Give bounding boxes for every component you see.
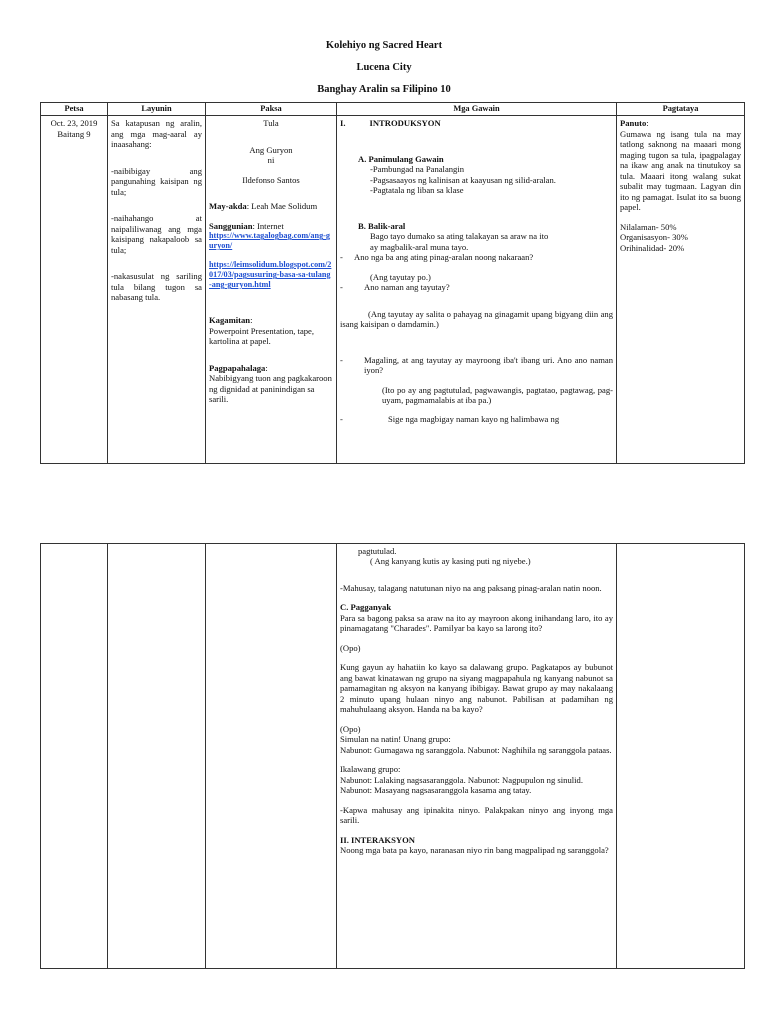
source-value: : Internet (252, 220, 284, 231)
instruction-text: Gumawa ng isang tula na may tatlong saknong na maaari mong maging tugon sa tula, ipagpalagay na ikaw ang anak na tinutukoy sa tula. Maaari itong walang sukat subalit may tugmaan. Lagyan din ito ng pamagat. Isulat ito sa buong papel. (620, 128, 741, 213)
mga-gawain-cell (337, 544, 617, 969)
activity-item: -Pambungad na Panalangin (370, 164, 465, 175)
column-header-pagtataya: Pagtataya (617, 103, 745, 116)
student-answer: ( Ang kanyang kutis ay kasing puti ng niyebe.) (370, 556, 531, 567)
document-header (0, 40, 768, 105)
section-title: INTRODUKSYON (369, 118, 441, 129)
author-value: : Leah Mae Solidum (246, 201, 318, 212)
section-interaksyon: II. INTERAKSYON (340, 834, 415, 845)
table-header-row (41, 103, 745, 116)
criteria-item: Nilalaman- 50% (620, 221, 677, 232)
values-label: Pagpapahalaga (209, 362, 266, 373)
mga-gawain-cell (337, 116, 617, 464)
reference-link-1[interactable]: https://www.tagalogbag.com/ang-guryon/ (209, 231, 330, 251)
materials-line: Kagamitan: (209, 315, 253, 326)
source-line (209, 221, 333, 231)
city-name: Lucena City (356, 61, 412, 73)
column-header-paksa: Paksa (206, 103, 337, 116)
subsection-pagganyak: C. Pagganyak (340, 602, 392, 613)
table-row (41, 116, 745, 464)
game-instructions: Kung gayun ay hahatiin ko kayo sa dalawang grupo. Pagkatapos ay bubunot ang bawat kinatawan ng grupo na siyang magpapahula ng kanyang nabunot sa pamamagitan ng aksyon na kanyang ibibigay. Bawat grupo ay may nakalaang 2 minuto upang hulaan ninyo ang nabunot. Pabilisan at padamihan ng mahuhulaang aksyon. Handa na ba kayo? (340, 662, 613, 715)
student-answer: (Ang tayutay ay salita o pahayag na ginagamit upang bigyang diin ang isang kaisipan o damdamin.) (340, 308, 613, 330)
subsection-balik-aral: B. Balik-aral (358, 220, 406, 231)
instruction-label: Panuto (620, 118, 647, 129)
topic-type: Tula (263, 118, 279, 129)
column-header-petsa: Petsa (41, 103, 108, 116)
teacher-question: - Ano nga ba ang ating pinag-aralan noong nakaraan? (340, 252, 534, 263)
objective-item: -naibibigay ang pangunahing kaisipan ng tula; (111, 165, 202, 197)
objective-item: -naihahango at naipaliliwanag ang mga kaisipang nakapaloob sa tula; (111, 213, 202, 255)
pagtataya-cell (617, 116, 745, 464)
lesson-date: Oct. 23, 2019 (50, 118, 98, 129)
section-number: I. (340, 118, 346, 129)
materials-value: Powerpoint Presentation, tape, kartolina at papel. (209, 325, 315, 347)
document-title: Banghay Aralin sa Filipino 10 (317, 83, 451, 95)
teacher-question: - Ano naman ang tayutay? (340, 282, 450, 293)
layunin-cell (108, 544, 206, 969)
petsa-cell (41, 116, 108, 464)
school-name: Kolehiyo ng Sacred Heart (325, 40, 443, 51)
group-one-intro: Simulan na natin! Unang grupo: (340, 734, 451, 745)
interaction-question: Noong mga bata pa kayo, naranasan niyo rin bang magpalipad ng saranggola? (340, 845, 609, 856)
source-label: Sanggunian (209, 220, 253, 231)
group-two-items: Nabunot: Masayang nagsasaranggola kasama ang tatay. (340, 785, 532, 796)
group-one-items: Nabunot: Gumagawa ng saranggola. Nabunot: Naghihila ng saranggola pataas. (340, 744, 612, 755)
poem-by: ni (267, 155, 275, 166)
review-intro-line: Bago tayo dumako sa ating talakayan sa araw na ito (370, 231, 549, 242)
motivation-text: Para sa bagong paksa sa araw na ito ay mayroon akong inihandang laro, ito ay pinamagatang "Charades". Pamilyar ba kayo sa larong ito? (340, 612, 613, 634)
reference-link-2[interactable]: https://leimsolidum.blogspot.com/2017/03/pagsusuring-basa-sa-tulang-ang-guryon.html (209, 260, 332, 290)
teacher-remark: -Kapwa mahusay ang ipinakita ninyo. Palakpakan ninyo ang inyong mga sarili. (340, 804, 613, 826)
values-line: Pagpapahalaga: (209, 362, 268, 373)
author-line (209, 201, 333, 211)
instruction-line: Panuto: (620, 118, 649, 129)
criteria-item: Organisasyon- 30% (620, 232, 688, 243)
column-header-layunin: Layunin (108, 103, 206, 116)
table-row (41, 544, 745, 969)
poet-name: Ildefonso Santos (242, 174, 300, 185)
poem-title: Ang Guryon (249, 144, 293, 155)
subsection-panimulang-gawain: A. Panimulang Gawain (358, 153, 444, 164)
teacher-question: - Sige nga magbigay naman kayo ng halimbawa ng (340, 414, 560, 425)
section-introduksyon (340, 118, 613, 128)
paksa-cell (206, 116, 337, 464)
continued-text: pagtutulad. (358, 546, 397, 556)
objective-item: -nakasusulat ng sariling tula bilang tugon sa nabasang tula. (111, 271, 202, 303)
group-two-intro: Ikalawang grupo: (340, 764, 401, 775)
student-answer: (Opo) (340, 723, 361, 734)
grade-level: Baitang 9 (57, 128, 91, 139)
pagtataya-cell (617, 544, 745, 969)
paksa-cell (206, 544, 337, 969)
lesson-plan-table-page1 (40, 102, 745, 464)
column-header-mga-gawain: Mga Gawain (337, 103, 617, 116)
review-intro-line: ay magbalik-aral muna tayo. (370, 241, 469, 252)
student-answer: (Ang tayutay po.) (370, 271, 431, 282)
teacher-remark: -Mahusay, talagang natutunan niyo na ang paksang pinag-aralan natin noon. (340, 582, 602, 593)
group-two-items: Nabunot: Lalaking nagsasaranggola. Nabunot: Nagpupulon ng sinulid. (340, 774, 583, 785)
student-answer: (Ito po ay ang pagtutulad, pagwawangis, pagtatao, pagtawag, pag-uyam, pagmamalabis at iba pa.) (382, 384, 613, 405)
lesson-plan-table-page2 (40, 543, 745, 969)
activity-item: -Pagsasaayos ng kalinisan at kaayusan ng silid-aralan. (370, 174, 556, 185)
objectives-intro: Sa katapusan ng aralin, ang mga mag-aaral ay inaasahang: (111, 118, 202, 150)
student-answer: (Opo) (340, 642, 361, 653)
petsa-cell (41, 544, 108, 969)
materials-label: Kagamitan (209, 315, 251, 326)
values-value: Nabibigyang tuon ang pagkakaroon ng dignidad at paninindigan sa sarili. (209, 373, 332, 405)
criteria-item: Orihinalidad- 20% (620, 242, 685, 253)
activity-item: -Pagtatala ng liban sa klase (370, 185, 464, 196)
layunin-cell (108, 116, 206, 464)
teacher-question: - Magaling, at ang tayutay ay mayroong iba't ibang uri. Ano ano naman iyon? (340, 354, 613, 376)
author-label: May-akda (209, 201, 247, 212)
